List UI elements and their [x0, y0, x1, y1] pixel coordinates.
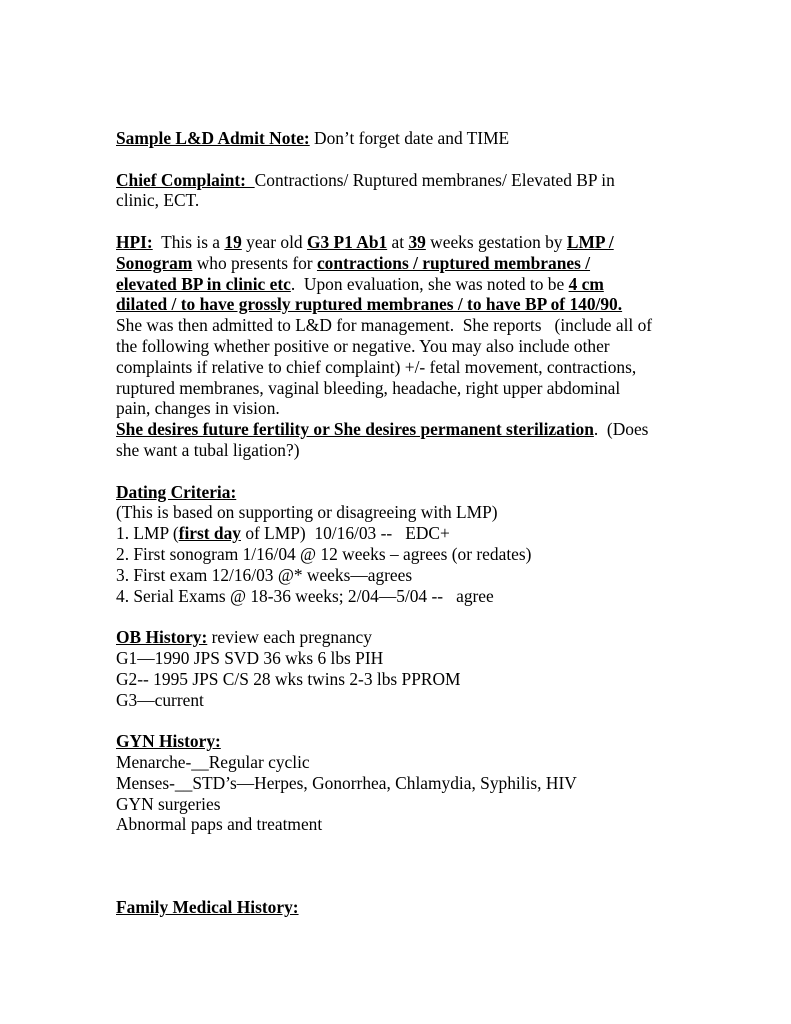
hpi-text: This is a: [152, 231, 225, 252]
ob-g1: G1—1990 JPS SVD 36 wks 6 lbs PIH: [116, 647, 384, 668]
dating-intro: (This is based on supporting or disagreeing with LMP): [116, 502, 498, 523]
gyn-line-3: GYN surgeries: [116, 793, 221, 814]
hpi-line-9: pain, changes in vision.: [116, 398, 280, 419]
gyn-line-4: Abnormal paps and treatment: [116, 814, 323, 835]
hpi-finding: 4 cm: [568, 273, 604, 294]
chief-complaint-text-2: clinic, ECT.: [116, 190, 200, 211]
hpi-finding: dilated / to have grossly ruptured membranes / to have BP of 140/90.: [116, 294, 623, 315]
gyn-heading: [116, 731, 676, 752]
hpi-weeks: 39: [408, 231, 426, 252]
gyn-heading-label: GYN History:: [116, 731, 221, 752]
dating-first-day: first day: [178, 523, 241, 544]
hpi-line-2: [116, 253, 676, 274]
hpi-presentation: contractions / ruptured membranes /: [316, 252, 591, 273]
note-title-line: [116, 128, 676, 149]
dating-heading-label: Dating Criteria:: [116, 481, 237, 502]
chief-complaint-text-1: Contractions/ Ruptured membranes/ Elevated BP in: [254, 169, 615, 190]
dating-item-4: 4. Serial Exams @ 18-36 weeks; 2/04—5/04 -- agree: [116, 585, 494, 606]
ob-g2: G2-- 1995 JPS C/S 28 wks twins 2-3 lbs PPROM: [116, 668, 461, 689]
ob-g3: G3—current: [116, 689, 204, 710]
hpi-line-6: the following whether positive or negative. You may also include other: [116, 335, 610, 356]
hpi-line-7: complaints if relative to chief complaint) +/- fetal movement, contractions,: [116, 356, 637, 377]
hpi-line-8: ruptured membranes, vaginal bleeding, headache, right upper abdominal: [116, 377, 621, 398]
dating-item-3: 3. First exam 12/16/03 @* weeks—agrees: [116, 564, 413, 585]
chief-complaint-line: [116, 170, 676, 191]
dating-item-text: of LMP) 10/16/03 -- EDC+: [240, 523, 450, 544]
hpi-text: year old: [241, 231, 307, 252]
family-heading-label: Family Medical History:: [116, 897, 299, 918]
chief-complaint-label: Chief Complaint:: [116, 169, 255, 190]
ob-heading-label: OB History:: [116, 627, 208, 648]
hpi-line-3: [116, 274, 676, 295]
family-heading: [116, 897, 676, 918]
dating-heading: [116, 482, 676, 503]
hpi-line-1: [116, 232, 676, 253]
hpi-dating-method: LMP /: [566, 231, 614, 252]
hpi-line-4: [116, 294, 676, 315]
hpi-fertility: She desires future fertility or She desires permanent sterilization: [116, 419, 594, 440]
ob-heading: [116, 627, 676, 648]
hpi-text: weeks gestation by: [425, 231, 567, 252]
gyn-line-1: Menarche-__Regular cyclic: [116, 751, 310, 772]
hpi-presentation: elevated BP in clinic etc: [116, 273, 291, 294]
gyn-line-2: Menses-__STD’s—Herpes, Gonorrhea, Chlamydia, Syphilis, HIV: [116, 772, 577, 793]
hpi-gravida-para: G3 P1 Ab1: [306, 231, 388, 252]
hpi-text: who presents for: [192, 252, 317, 273]
hpi-line-10: [116, 419, 676, 440]
hpi-text: at: [387, 231, 409, 252]
document-page: [116, 128, 676, 918]
hpi-label: HPI:: [116, 231, 153, 252]
hpi-text: . Upon evaluation, she was noted to be: [290, 273, 569, 294]
note-title-text: Don’t forget date and TIME: [309, 128, 510, 148]
ob-heading-text: review each pregnancy: [207, 627, 372, 648]
note-title-label: Sample L&D Admit Note:: [116, 128, 310, 148]
dating-item-1: [116, 523, 676, 544]
hpi-line-11: she want a tubal ligation?): [116, 439, 300, 460]
dating-item-text: 1. LMP (: [116, 523, 179, 544]
hpi-dating-method: Sonogram: [116, 252, 193, 273]
dating-item-2: 2. First sonogram 1/16/04 @ 12 weeks – agrees (or redates): [116, 543, 532, 564]
hpi-line-5: She was then admitted to L&D for management. She reports (include all of: [116, 315, 653, 336]
hpi-age: 19: [224, 231, 242, 252]
hpi-text: . (Does: [593, 419, 649, 440]
